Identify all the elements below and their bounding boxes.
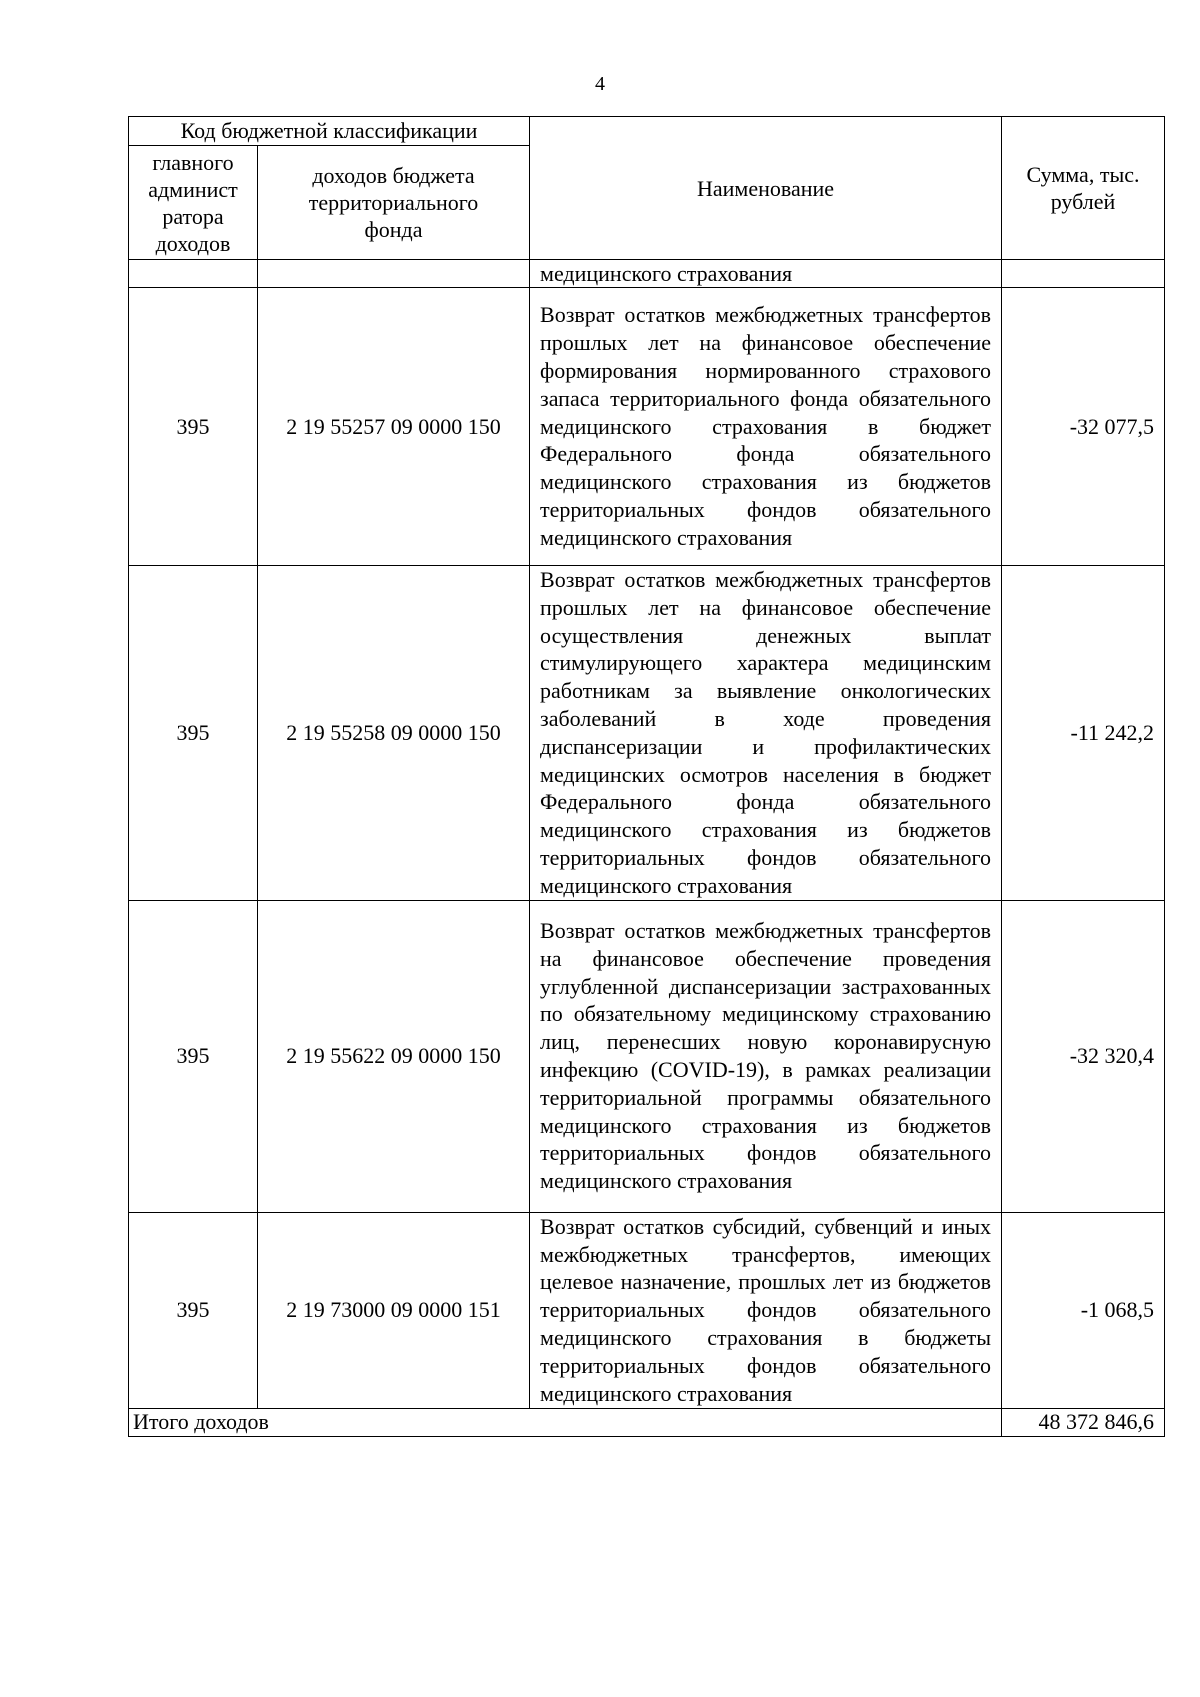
admin-code-cell: 395 bbox=[129, 900, 258, 1212]
income-name-cell: Возврат остатков межбюджетных трансфертов прошлых лет на финансовое обеспечение осуществления денежных выплат стимулирующего характера медицинским работникам за выявление онкологических заболеваний в ходе проведения диспансеризации и профилактических медицинских осмотров населения в бюджет Федерального фонда обязательного медицинского страхования из бюджетов территориальных фондов обязательного медицинского страхования bbox=[530, 566, 1002, 901]
header-sum: Сумма, тыс. рублей bbox=[1002, 117, 1165, 260]
sum-cell: -32 077,5 bbox=[1002, 288, 1165, 566]
continuation-sum-cell bbox=[1002, 260, 1165, 288]
table-header-group-row bbox=[129, 117, 1165, 146]
page-number: 4 bbox=[595, 73, 605, 95]
sum-cell: -1 068,5 bbox=[1002, 1212, 1165, 1408]
income-name-cell: Возврат остатков межбюджетных трансфертов прошлых лет на финансовое обеспечение формирования нормированного страхового запаса территориального фонда обязательного медицинского страхования в бюджет Федерального фонда обязательного медицинского страхования из бюджетов территориальных фондов обязательного медицинского страхования bbox=[530, 288, 1002, 566]
income-code-cell: 2 19 73000 09 0000 151 bbox=[258, 1212, 530, 1408]
continuation-row bbox=[129, 260, 1165, 288]
header-admin: главного админист ратора доходов bbox=[129, 146, 258, 260]
header-budget-classification: Код бюджетной классификации bbox=[129, 117, 530, 146]
income-code-cell: 2 19 55258 09 0000 150 bbox=[258, 566, 530, 901]
total-row bbox=[129, 1408, 1165, 1436]
table-row bbox=[129, 900, 1165, 1212]
income-code-cell: 2 19 55257 09 0000 150 bbox=[258, 288, 530, 566]
table-row bbox=[129, 288, 1165, 566]
sum-cell: -11 242,2 bbox=[1002, 566, 1165, 901]
total-label: Итого доходов bbox=[129, 1408, 1002, 1436]
income-code-cell: 2 19 55622 09 0000 150 bbox=[258, 900, 530, 1212]
header-name: Наименование bbox=[530, 117, 1002, 260]
admin-code-cell: 395 bbox=[129, 288, 258, 566]
continuation-admin-cell bbox=[129, 260, 258, 288]
budget-classification-table bbox=[128, 116, 1165, 1437]
admin-code-cell: 395 bbox=[129, 566, 258, 901]
income-name-cell: Возврат остатков субсидий, субвенций и иных межбюджетных трансфертов, имеющих целевое назначение, прошлых лет из бюджетов территориальных фондов обязательного медицинского страхования в бюджеты территориальных фондов обязательного медицинского страхования bbox=[530, 1212, 1002, 1408]
continuation-code-cell bbox=[258, 260, 530, 288]
income-name-cell: Возврат остатков межбюджетных трансфертов на финансовое обеспечение проведения углубленной диспансеризации застрахованных по обязательному медицинскому страхованию лиц, перенесших новую коронавирусную инфекцию (COVID-19), в рамках реализации территориальной программы обязательного медицинского страхования из бюджетов территориальных фондов обязательного медицинского страхования bbox=[530, 900, 1002, 1212]
table-row bbox=[129, 566, 1165, 901]
table-row bbox=[129, 1212, 1165, 1408]
total-sum: 48 372 846,6 bbox=[1002, 1408, 1165, 1436]
continuation-name-cell: медицинского страхования bbox=[530, 260, 1002, 288]
admin-code-cell: 395 bbox=[129, 1212, 258, 1408]
header-code: доходов бюджета территориального фонда bbox=[258, 146, 530, 260]
sum-cell: -32 320,4 bbox=[1002, 900, 1165, 1212]
